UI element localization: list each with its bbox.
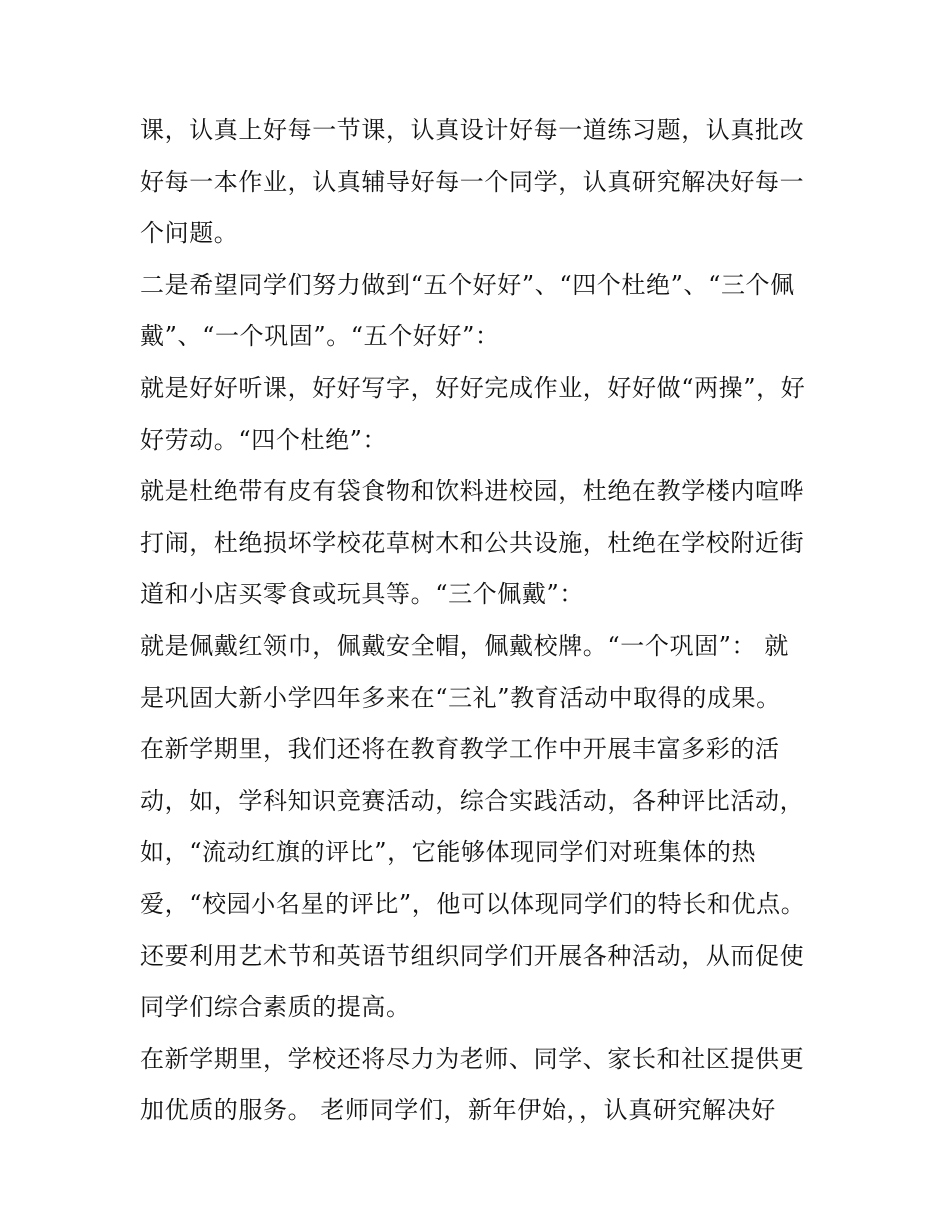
text-line: 如，“流动红旗的评比”，它能够体现同学们对班集体的热 [140,838,757,867]
text-line: 就是好好听课，好好写字，好好完成作业，好好做“两操”，好 [140,373,806,402]
text-line: 就是佩戴红领巾，佩戴安全帽，佩戴校牌。“一个巩固”： 就 [140,631,789,660]
document-body [140,105,820,1137]
text-line: 在新学期里，我们还将在教育教学工作中开展丰富多彩的活 [140,735,780,764]
text-line: 戴”、“一个巩固”。“五个好好”： [140,322,500,351]
text-line: 好劳动。“四个杜绝”： [140,425,388,454]
text-line: 加优质的服务。 老师同学们，新年伊始，，认真研究解决好 [140,1096,776,1125]
text-line: 二是希望同学们努力做到“五个好好”、“四个杜绝”、“三个佩 [140,270,795,299]
text-line: 爱，“校园小名星的评比”，他可以体现同学们的特长和优点。 [140,889,806,918]
text-line: 是巩固大新小学四年多来在“三礼”教育活动中取得的成果。 [140,683,781,712]
text-line: 课，认真上好每一节课，认真设计好每一道练习题，认真批改 [140,116,805,144]
text-line: 好每一本作业，认真辅导好每一个同学，认真研究解决好每一 [140,167,805,196]
text-line: 动，如，学科知识竞赛活动，综合实践活动，各种评比活动， [140,786,805,815]
text-line: 道和小店买零食或玩具等。“三个佩戴”： [140,580,584,609]
text-line: 同学们综合素质的提高。 [140,993,411,1022]
text-line: 打闹，杜绝损坏学校花草树木和公共设施，杜绝在学校附近街 [140,528,805,557]
text-line: 就是杜绝带有皮有袋食物和饮料进校园，杜绝在教学楼内喧哗 [140,477,805,506]
text-line: 在新学期里，学校还将尽力为老师、同学、家长和社区提供更 [140,1044,805,1073]
text-line: 个问题。 [140,219,239,248]
text-line: 还要利用艺术节和英语节组织同学们开展各种活动，从而促使 [140,941,805,970]
